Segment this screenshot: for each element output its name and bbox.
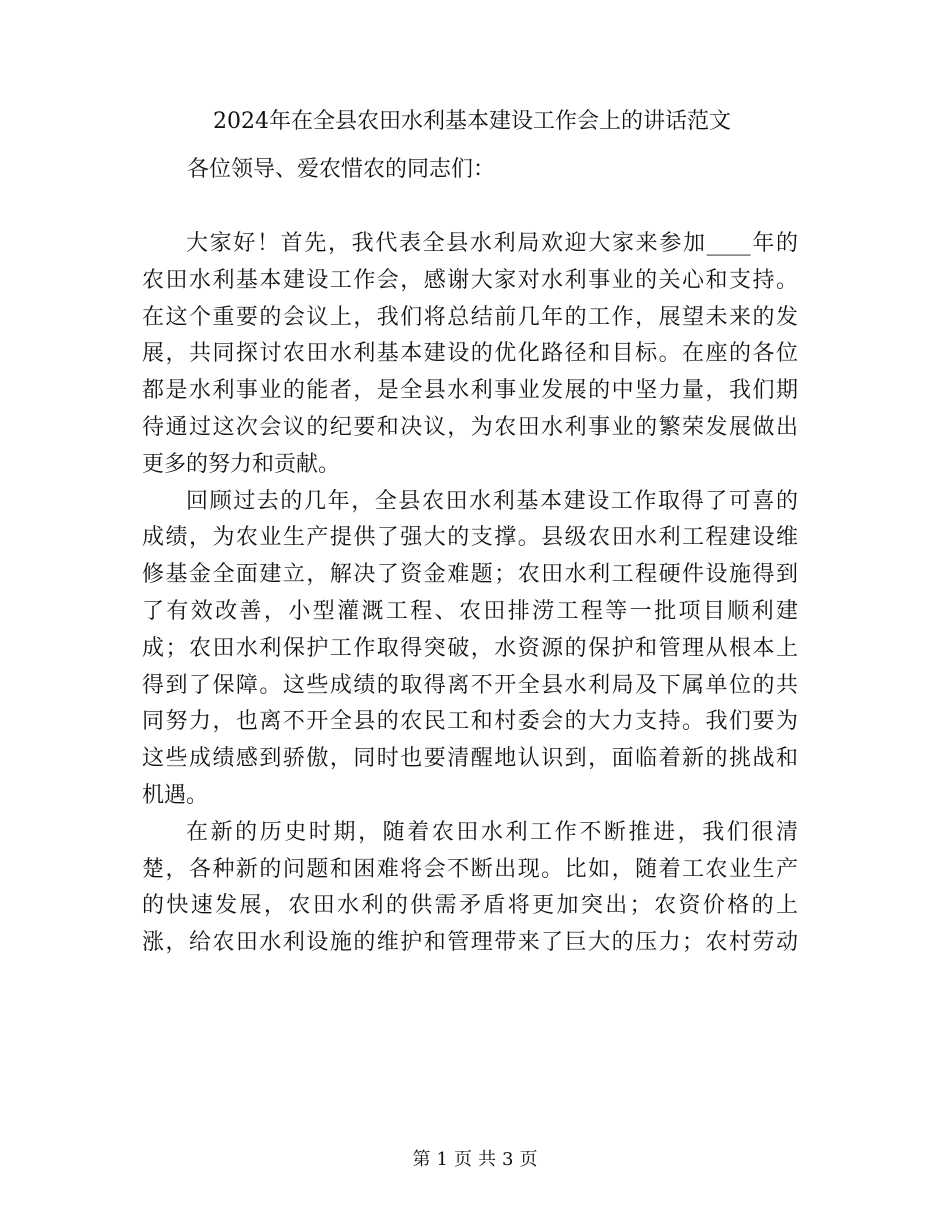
page-current: 1 (436, 1149, 448, 1170)
paragraph-line: 楚，各种新的问题和困难将会不断出现。比如，随着工农业生产 (142, 856, 798, 882)
paragraph-line: 涨，给农田水利设施的维护和管理带来了巨大的压力；农村劳动 (142, 930, 798, 956)
salutation: 各位领导、爱农惜农的同志们： (187, 157, 496, 182)
paragraph-line: 同努力，也离不开全县的农民工和村委会的大力支持。我们要为 (142, 709, 798, 735)
paragraph-line: 得到了保障。这些成绩的取得离不开全县水利局及下属单位的共 (142, 672, 798, 698)
document-body (142, 226, 798, 962)
page-label-prefix: 第 (412, 1149, 431, 1170)
paragraph-1 (142, 226, 798, 484)
paragraph-line: 这些成绩感到骄傲，同时也要清醒地认识到，面临着新的挑战和 (142, 746, 798, 772)
paragraph-line: 更多的努力和贡献。 (142, 451, 341, 477)
paragraph-2 (142, 484, 798, 815)
paragraph-line: 待通过这次会议的纪要和决议，为农田水利事业的繁荣发展做出 (142, 414, 798, 440)
paragraph-line: 回顾过去的几年，全县农田水利基本建设工作取得了可喜的 (186, 488, 798, 514)
page-label-total-prefix: 共 (478, 1149, 496, 1170)
page-label-mid: 页 (454, 1149, 472, 1170)
paragraph-line: 在新的历史时期，随着农田水利工作不断推进，我们很清 (186, 819, 798, 845)
paragraph-line: 农田水利基本建设工作会，感谢大家对水利事业的关心和支持。 (142, 267, 798, 293)
document-title: 2024年在全县农田水利基本建设工作会上的讲话范文 (213, 109, 731, 134)
page-number-footer (0, 1146, 950, 1174)
paragraph-line: 展，共同探讨农田水利基本建设的优化路径和目标。在座的各位 (142, 341, 798, 367)
paragraph-line: 修基金全面建立，解决了资金难题；农田水利工程硬件设施得到 (142, 562, 798, 588)
paragraph-3 (142, 815, 798, 962)
paragraph-line: 都是水利事业的能者，是全县水利事业发展的中坚力量，我们期 (142, 378, 798, 404)
page-label-suffix: 页 (519, 1149, 538, 1170)
page-total: 3 (502, 1149, 514, 1170)
paragraph-line: 大家好！首先，我代表全县水利局欢迎大家来参加____年的 (186, 231, 798, 256)
paragraph-line: 机遇。 (142, 782, 209, 808)
paragraph-line: 成；农田水利保护工作取得突破，水资源的保护和管理从根本上 (142, 635, 798, 661)
paragraph-line: 在这个重要的会议上，我们将总结前几年的工作，展望未来的发 (142, 304, 798, 330)
paragraph-line: 了有效改善，小型灌溉工程、农田排涝工程等一批项目顺利建 (142, 598, 798, 624)
paragraph-line: 的快速发展，农田水利的供需矛盾将更加突出；农资价格的上 (142, 893, 798, 919)
paragraph-line: 成绩，为农业生产提供了强大的支撑。县级农田水利工程建设维 (142, 525, 798, 551)
